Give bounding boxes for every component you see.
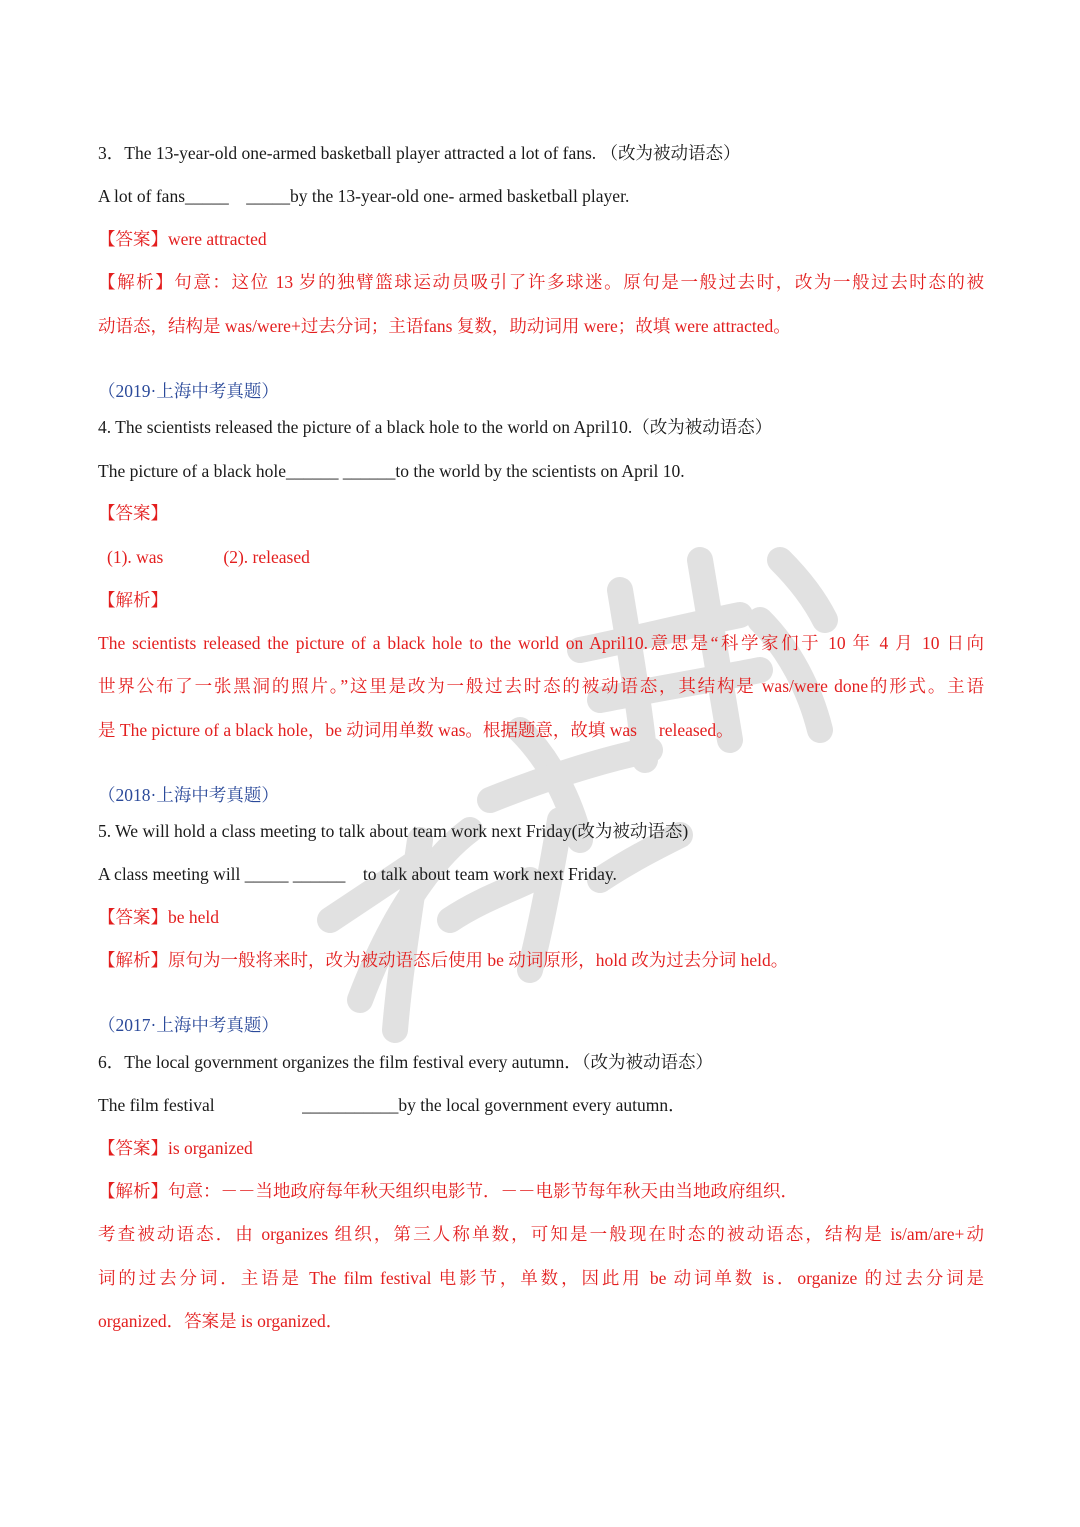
- q4-source: （2019·上海中考真题）: [98, 381, 279, 401]
- watermark-logo: [300, 500, 860, 1060]
- q4-analysis-label: 【解析】: [98, 590, 168, 610]
- q4-question: 4. The scientists released the picture of a black hole to the world on April10.（改为被动语态）: [98, 417, 773, 437]
- q3-analysis-line-1: 【解析】句意：这位 13 岁的独臂篮球运动员吸引了许多球迷。原句是一般过去时，改为一般过去时态的被: [98, 272, 984, 292]
- q5-source: （2018·上海中考真题）: [98, 785, 279, 805]
- q3-analysis-line-2: 动语态，结构是 was/were+过去分词；主语fans 复数，助动词用 were；故填 were attracted。: [98, 316, 791, 336]
- q6-source: （2017·上海中考真题）: [98, 1015, 279, 1035]
- q6-fill-in: The film festival ___________by the local government every autumn．: [98, 1095, 686, 1115]
- q4-answer-2: (2). released: [223, 547, 310, 567]
- q5-analysis: 【解析】原句为一般将来时，改为被动语态后使用 be 动词原形，hold 改为过去分词 held。: [98, 950, 789, 970]
- q4-answer-label: 【答案】: [98, 503, 168, 523]
- q4-fill-in: The picture of a black hole______ ______to the world by the scientists on April 10.: [98, 461, 685, 481]
- q6-answer: 【答案】is organized: [98, 1138, 253, 1158]
- q4-analysis-line-1: The scientists released the picture of a black hole to the world on April10.意思是“科学家们于 10 年 4 月 10 日向: [98, 633, 984, 653]
- q6-analysis-line-1: 【解析】句意：－－当地政府每年秋天组织电影节．－－电影节每年秋天由当地政府组织．: [98, 1181, 798, 1201]
- q3-answer: 【答案】were attracted: [98, 229, 267, 249]
- q5-fill-in: A class meeting will _____ ______ to talk about team work next Friday.: [98, 864, 617, 884]
- q5-question: 5. We will hold a class meeting to talk about team work next Friday(改为被动语态): [98, 821, 689, 841]
- q6-analysis-line-2: 考查被动语态．由 organizes 组织，第三人称单数，可知是一般现在时态的被动语态，结构是 is/am/are+动: [98, 1224, 984, 1244]
- q6-question: 6．The local government organizes the film festival every autumn．（改为被动语态）: [98, 1052, 713, 1072]
- q3-question: 3．The 13-year-old one-armed basketball player attracted a lot of fans. （改为被动语态）: [98, 143, 741, 163]
- q3-fill-in: A lot of fans_____ _____by the 13-year-old one- armed basketball player.: [98, 186, 630, 206]
- q4-answer-1: (1). was: [107, 547, 164, 567]
- q6-analysis-line-3: 词的过去分词．主语是 The film festival 电影节，单数，因此用 be 动词单数 is．organize 的过去分词是: [98, 1268, 984, 1288]
- q5-answer: 【答案】be held: [98, 907, 220, 927]
- q6-analysis-line-4: organized．答案是 is organized．: [98, 1311, 344, 1331]
- q4-answer-options: [107, 545, 984, 569]
- q4-analysis-line-3: 是 The picture of a black hole，be 动词用单数 was。根据题意，故填 was released。: [98, 720, 734, 740]
- q4-analysis-line-2: 世界公布了一张黑洞的照片。”这里是改为一般过去时态的被动语态，其结构是 was/were done的形式。主语: [98, 676, 984, 696]
